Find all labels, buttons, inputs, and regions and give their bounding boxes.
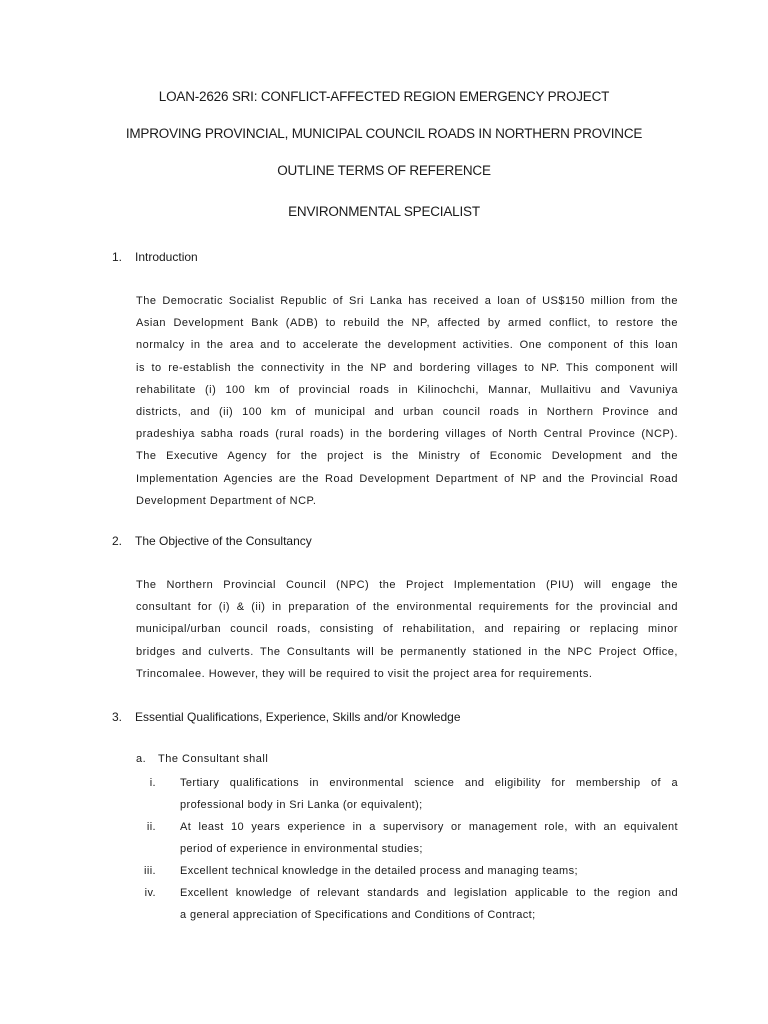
section-title: The Objective of the Consultancy — [135, 534, 312, 548]
paragraph-line: Trincomalee. However, they will be required to visit the project area for requirements. — [136, 667, 593, 680]
section-1-heading — [112, 250, 198, 264]
paragraph-line: The Northern Provincial Council (NPC) the Project Implementation (PIU) will engage the — [136, 579, 678, 591]
list-item-text — [180, 816, 678, 860]
list-item-number: i. — [149, 777, 156, 789]
paragraph-line: municipal/urban council roads, consisting of rehabilitation, and repairing or replacing minor — [136, 623, 678, 636]
project-title: IMPROVING PROVINCIAL, MUNICIPAL COUNCIL ROADS IN NORTHERN PROVINCE — [125, 126, 643, 141]
list-item-line: Tertiary qualifications in environmental science and eligibility for membership of a — [180, 777, 678, 789]
section-2-heading — [112, 534, 312, 548]
list-item-line: professional body in Sri Lanka (or equivalent); — [180, 799, 423, 812]
subsection-label: The Consultant shall — [158, 753, 269, 765]
paragraph-line: Development Department of NCP. — [136, 494, 317, 507]
list-item-line: a general appreciation of Specifications and Conditions of Contract; — [180, 909, 536, 922]
paragraph-line: Implementation Agencies are the Road Development Department of NP and the Provincial Road — [136, 472, 678, 485]
list-item-text — [180, 772, 678, 816]
paragraph-line: The Executive Agency for the project is the Ministry of Economic Development and the — [136, 450, 678, 463]
list-item-text — [180, 860, 678, 882]
section-title: Essential Qualifications, Experience, Skills and/or Knowledge — [135, 710, 461, 724]
paragraph-line: districts, and (ii) 100 km of municipal and urban council roads in Northern Province and — [136, 405, 678, 418]
section-title: Introduction — [135, 250, 198, 264]
loan-title: LOAN-2626 SRI: CONFLICT-AFFECTED REGION EMERGENCY PROJECT — [158, 89, 610, 104]
paragraph-line: bridges and culverts. The Consultants will be permanently stationed in the NPC Project Office, — [136, 645, 678, 658]
outline-title: OUTLINE TERMS OF REFERENCE — [277, 163, 491, 178]
subsection-letter: a. — [136, 753, 147, 765]
objective-paragraph — [136, 574, 678, 685]
list-item-number: iii. — [144, 865, 156, 877]
paragraph-line: rehabilitate (i) 100 km of provincial roads in Kilinochchi, Mannar, Mullaitivu and Vavuniya — [136, 383, 678, 396]
list-item-number: iv. — [144, 887, 156, 899]
list-item-line: period of experience in environmental studies; — [180, 843, 423, 856]
paragraph-line: The Democratic Socialist Republic of Sri Lanka has received a loan of US$150 million from the — [136, 295, 678, 307]
list-item-number: ii. — [146, 821, 156, 833]
paragraph-line: pradeshiya sabha roads (rural roads) in the bordering villages of North Central Province (NCP). — [136, 428, 678, 441]
section-number: 2. — [112, 534, 123, 548]
section-number: 3. — [112, 710, 123, 724]
paragraph-line: consultant for (i) & (ii) in preparation of the environmental requirements for the provincial and — [136, 601, 678, 614]
introduction-paragraph — [136, 290, 678, 512]
list-item-line: At least 10 years experience in a supervisory or management role, with an equivalent — [180, 821, 678, 833]
section-3-heading — [112, 710, 461, 724]
paragraph-line: Asian Development Bank (ADB) to rebuild the NP, affected by armed conflict, to restore the — [136, 317, 678, 330]
list-item-line: Excellent knowledge of relevant standards and legislation applicable to the region and — [180, 887, 678, 899]
list-item-text — [180, 882, 678, 926]
section-number: 1. — [112, 250, 123, 264]
role-title: ENVIRONMENTAL SPECIALIST — [288, 204, 480, 219]
subsection-a — [136, 753, 268, 765]
paragraph-line: is to re-establish the connectivity in the NP and bordering villages to NP. This component will — [136, 361, 678, 374]
paragraph-line: normalcy in the area and to accelerate the development activities. One component of this loan — [136, 339, 678, 352]
list-item-line: Excellent technical knowledge in the detailed process and managing teams; — [180, 865, 578, 877]
